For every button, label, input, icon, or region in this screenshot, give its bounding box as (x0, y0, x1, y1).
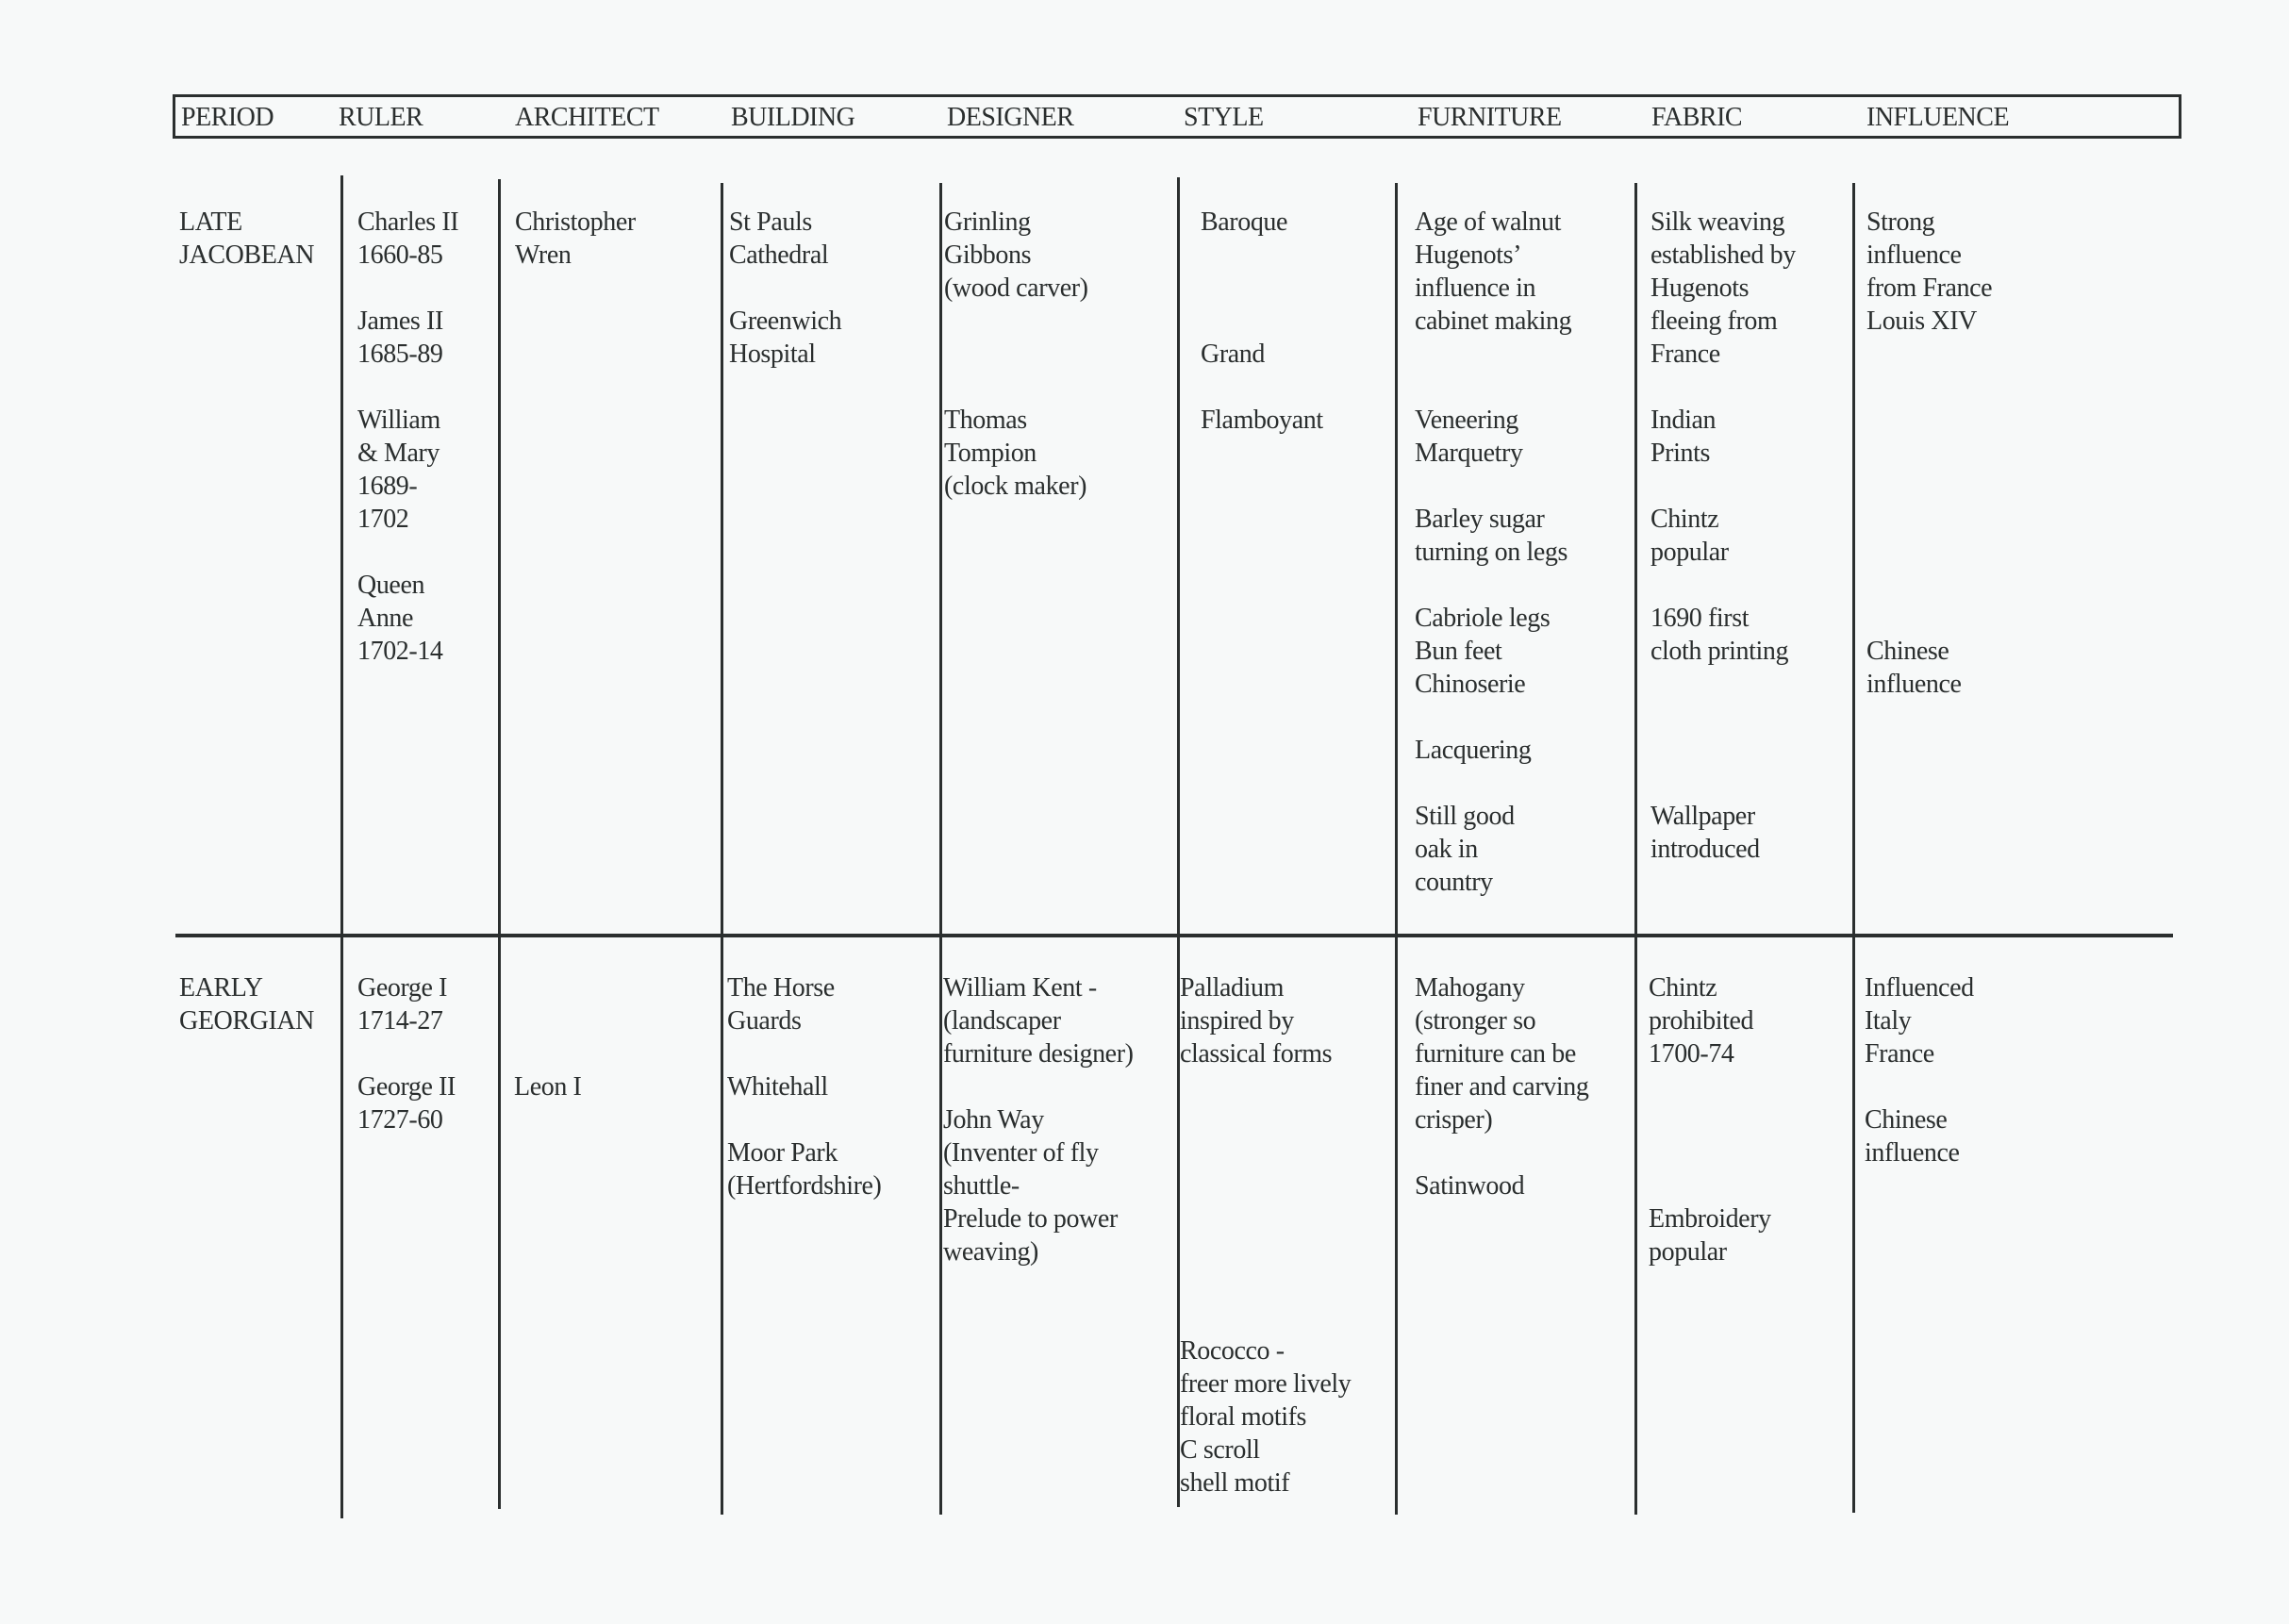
building-entry (729, 305, 841, 371)
furniture-text: Satinwood (1415, 1171, 1525, 1201)
furniture-entry (1415, 971, 1588, 1136)
ruler-dates: 1702 (357, 505, 409, 534)
building-name: Guards (727, 1006, 802, 1036)
header-designer: DESIGNER (947, 103, 1074, 132)
influence-entry (1866, 635, 1992, 701)
architect-name: Leon I (514, 1072, 582, 1102)
row-divider (175, 934, 2173, 937)
style-name: Palladium (1180, 973, 1284, 1003)
building-entry (729, 206, 841, 272)
header-architect: ARCHITECT (515, 103, 659, 132)
header-fabric: FABRIC (1651, 103, 1743, 132)
building-name: Cathedral (729, 240, 829, 270)
ruler-entry (357, 569, 458, 668)
furniture-cell (1415, 971, 1588, 1202)
influence-text: influence (1866, 240, 1962, 270)
fabric-text: Wallpaper (1650, 802, 1755, 831)
furniture-text: turning on legs (1415, 538, 1567, 567)
ruler-name: Anne (357, 604, 414, 633)
designer-name: William Kent - (943, 973, 1097, 1003)
furniture-entry (1415, 404, 1571, 470)
influence-cell (1866, 206, 1992, 701)
furniture-text: Mahogany (1415, 973, 1525, 1003)
style-name: C scroll (1180, 1435, 1260, 1465)
architect-name: Wren (515, 240, 572, 270)
period-cell (179, 206, 314, 272)
designer-role: shuttle- (943, 1171, 1020, 1201)
building-entry (727, 1070, 881, 1103)
style-cell (1180, 971, 1351, 1500)
column-divider (1852, 183, 1855, 1513)
table-header (173, 94, 2181, 139)
furniture-text: Age of walnut (1415, 207, 1561, 237)
furniture-entry (1415, 1169, 1588, 1202)
furniture-text: Chinoserie (1415, 670, 1526, 699)
influence-text: Influenced (1865, 973, 1974, 1003)
furniture-text: Veneering (1415, 406, 1518, 435)
fabric-text: cloth printing (1650, 637, 1789, 666)
building-name: Moor Park (727, 1138, 838, 1168)
period-label: JACOBEAN (179, 240, 315, 270)
fabric-entry (1650, 800, 1796, 866)
fabric-text: 1700-74 (1649, 1039, 1734, 1069)
ruler-entry (357, 971, 456, 1037)
furniture-text: crisper) (1415, 1105, 1493, 1135)
furniture-cell (1415, 206, 1571, 899)
fabric-entry (1650, 602, 1796, 668)
ruler-entry (357, 305, 458, 371)
architect-cell (515, 206, 636, 272)
designer-entry (943, 971, 1134, 1070)
influence-entry (1865, 971, 1974, 1070)
fabric-entry (1650, 206, 1796, 371)
designer-role: (Inventer of fly (943, 1138, 1099, 1168)
header-ruler: RULER (339, 103, 423, 132)
designer-role: weaving) (943, 1237, 1038, 1267)
furniture-text: cabinet making (1415, 307, 1572, 336)
building-entry (727, 971, 881, 1037)
influence-text: France (1865, 1039, 1934, 1069)
influence-text: Chinese (1865, 1105, 1948, 1135)
influence-entry (1865, 1103, 1974, 1169)
designer-name: John Way (943, 1105, 1044, 1135)
style-entry (1201, 338, 1323, 371)
ruler-dates: 1702-14 (357, 637, 443, 666)
furniture-entry (1415, 800, 1571, 899)
designer-entry (944, 404, 1088, 503)
building-name: (Hertfordshire) (727, 1171, 882, 1201)
designer-name: Gibbons (944, 240, 1032, 270)
building-cell (727, 971, 881, 1202)
style-cell (1201, 206, 1323, 437)
fabric-text: Silk weaving (1650, 207, 1785, 237)
furniture-text: oak in (1415, 835, 1478, 864)
fabric-entry (1650, 404, 1796, 470)
influence-text: from France (1866, 273, 1993, 303)
designer-role: (landscaper (943, 1006, 1061, 1036)
fabric-cell (1650, 206, 1796, 866)
style-name: inspired by (1180, 1006, 1294, 1036)
furniture-text: furniture can be (1415, 1039, 1576, 1069)
building-name: The Horse (727, 973, 835, 1003)
style-entry (1180, 1334, 1351, 1500)
architect-cell (514, 1070, 581, 1103)
ruler-dates: 1689- (357, 472, 418, 501)
fabric-text: popular (1650, 538, 1729, 567)
ruler-name: James II (357, 307, 443, 336)
influence-text: Strong (1866, 207, 1935, 237)
designer-role: (clock maker) (944, 472, 1087, 501)
building-name: Whitehall (727, 1072, 828, 1102)
ruler-dates: 1727-60 (357, 1105, 443, 1135)
style-name: classical forms (1180, 1039, 1333, 1069)
designer-role: (wood carver) (944, 273, 1088, 303)
designer-role: Prelude to power (943, 1204, 1118, 1234)
header-building: BUILDING (731, 103, 855, 132)
ruler-name: Queen (357, 571, 425, 600)
designer-name: Tompion (944, 439, 1037, 468)
fabric-entry (1649, 1202, 1771, 1268)
designer-entry (943, 1103, 1134, 1268)
influence-entry (1866, 206, 1992, 338)
style-name: Flamboyant (1201, 406, 1323, 435)
style-entry (1201, 404, 1323, 437)
furniture-text: Barley sugar (1415, 505, 1545, 534)
ruler-dates: 1714-27 (357, 1006, 443, 1036)
period-label: GEORGIAN (179, 1006, 315, 1036)
building-name: Hospital (729, 340, 816, 369)
style-entry (1180, 971, 1351, 1070)
ruler-entry (357, 404, 458, 536)
style-name: shell motif (1180, 1468, 1290, 1498)
style-name: floral motifs (1180, 1402, 1306, 1432)
influence-text: Italy (1865, 1006, 1912, 1036)
style-name: Grand (1201, 340, 1265, 369)
designer-entry (944, 206, 1088, 305)
fabric-text: Chintz (1649, 973, 1717, 1003)
furniture-text: influence in (1415, 273, 1536, 303)
ruler-name: Charles II (357, 207, 459, 237)
building-name: Greenwich (729, 307, 842, 336)
fabric-text: Hugenots (1650, 273, 1750, 303)
fabric-entry (1650, 503, 1796, 569)
designer-name: Thomas (944, 406, 1027, 435)
designer-name: Grinling (944, 207, 1031, 237)
style-name: freer more lively (1180, 1369, 1352, 1399)
style-name: Rococco - (1180, 1336, 1285, 1366)
ruler-cell (357, 206, 458, 668)
designer-cell (944, 206, 1088, 503)
furniture-entry (1415, 602, 1571, 701)
ruler-name: George II (357, 1072, 456, 1102)
influence-text: Chinese (1866, 637, 1949, 666)
influence-text: Louis XIV (1866, 307, 1977, 336)
building-entry (727, 1136, 881, 1202)
fabric-text: Indian (1650, 406, 1717, 435)
designer-role: furniture designer) (943, 1039, 1134, 1069)
ruler-name: & Mary (357, 439, 440, 468)
architect-entry (515, 206, 636, 272)
furniture-text: Bun feet (1415, 637, 1502, 666)
ruler-dates: 1660-85 (357, 240, 443, 270)
fabric-text: 1690 first (1650, 604, 1750, 633)
column-divider (1634, 183, 1637, 1515)
ruler-name: George I (357, 973, 448, 1003)
designer-cell (943, 971, 1134, 1268)
header-furniture: FURNITURE (1418, 103, 1562, 132)
column-divider (939, 183, 942, 1515)
furniture-text: (stronger so (1415, 1006, 1536, 1036)
fabric-text: France (1650, 340, 1720, 369)
header-influence: INFLUENCE (1866, 103, 2010, 132)
fabric-text: established by (1650, 240, 1796, 270)
furniture-text: Hugenots’ (1415, 240, 1522, 270)
fabric-text: Embroidery (1649, 1204, 1771, 1234)
influence-text: influence (1866, 670, 1962, 699)
column-divider (340, 175, 343, 1518)
furniture-text: Still good (1415, 802, 1515, 831)
furniture-entry (1415, 734, 1571, 767)
furniture-text: finer and carving (1415, 1072, 1589, 1102)
building-cell (729, 206, 841, 371)
period-label: LATE (179, 207, 242, 237)
furniture-entry (1415, 206, 1571, 338)
influence-text: influence (1865, 1138, 1960, 1168)
column-divider (1395, 183, 1398, 1515)
fabric-text: fleeing from (1650, 307, 1778, 336)
furniture-text: Lacquering (1415, 736, 1532, 765)
architect-name: Christopher (515, 207, 636, 237)
fabric-entry (1649, 971, 1771, 1070)
building-name: St Pauls (729, 207, 812, 237)
fabric-text: introduced (1650, 835, 1760, 864)
column-divider (721, 183, 723, 1515)
style-name: Baroque (1201, 207, 1288, 237)
fabric-text: popular (1649, 1237, 1727, 1267)
fabric-text: Chintz (1650, 505, 1719, 534)
style-entry (1201, 206, 1323, 239)
column-divider (498, 179, 501, 1509)
period-label: EARLY (179, 973, 263, 1003)
furniture-entry (1415, 503, 1571, 569)
period-cell (179, 971, 314, 1037)
influence-cell (1865, 971, 1974, 1169)
fabric-cell (1649, 971, 1771, 1268)
fabric-text: prohibited (1649, 1006, 1754, 1036)
header-style: STYLE (1184, 103, 1264, 132)
ruler-entry (357, 1070, 456, 1136)
furniture-text: country (1415, 868, 1493, 897)
header-period: PERIOD (181, 103, 274, 132)
furniture-text: Cabriole legs (1415, 604, 1551, 633)
ruler-dates: 1685-89 (357, 340, 443, 369)
ruler-cell (357, 971, 456, 1136)
ruler-entry (357, 206, 458, 272)
fabric-text: Prints (1650, 439, 1710, 468)
furniture-text: Marquetry (1415, 439, 1523, 468)
ruler-name: William (357, 406, 440, 435)
